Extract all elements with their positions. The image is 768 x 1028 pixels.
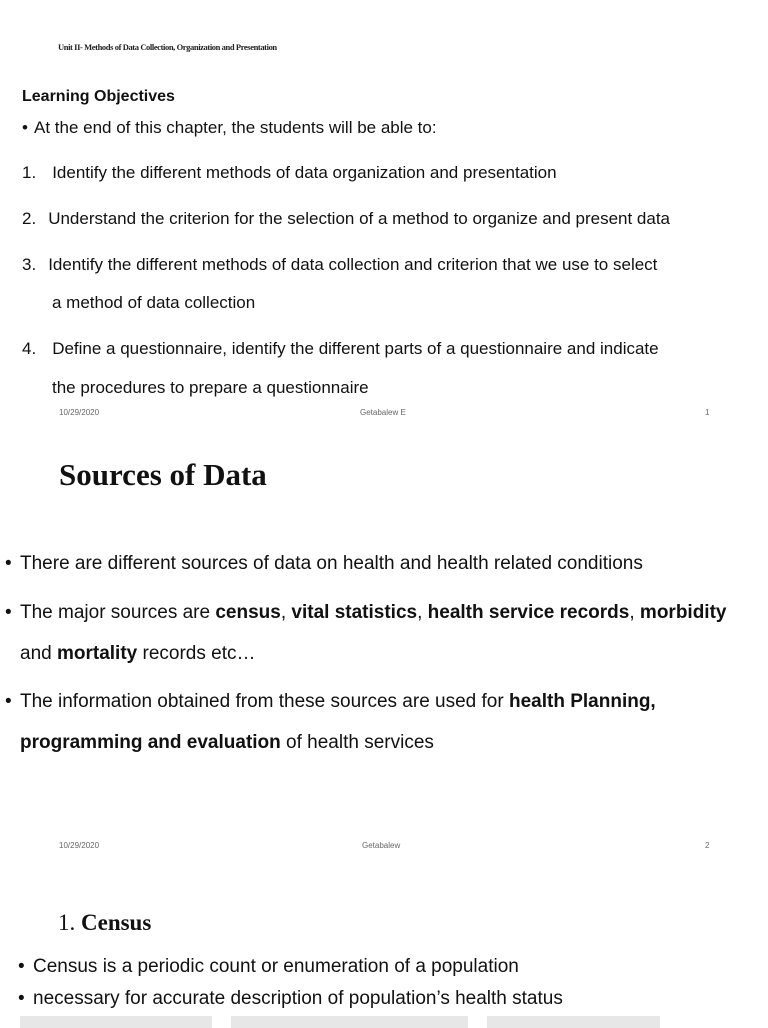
text-span: The information obtained from these sources are used for <box>20 691 509 712</box>
sources-bullet-3 <box>5 691 656 713</box>
sources-bullet-3-continued <box>20 732 434 754</box>
census-title-number: 1. <box>58 910 81 935</box>
footer-date: 10/29/2020 <box>59 408 100 417</box>
bullet-icon: • <box>18 956 25 977</box>
bullet-text: Census is a periodic count or enumeration of a population <box>33 956 519 977</box>
bullet-icon: • <box>5 602 12 623</box>
text-span: records etc… <box>137 643 256 664</box>
objective-item-3-continued: a method of data collection <box>52 293 256 312</box>
text-span: , <box>280 602 292 623</box>
bullet-icon: • <box>5 553 12 574</box>
bullet-icon: • <box>22 118 28 137</box>
intro-bullet <box>22 118 437 138</box>
bold-programming-evaluation: programming and evaluation <box>20 732 281 753</box>
objective-item-4 <box>22 339 659 359</box>
unit-title: Unit II- Methods of Data Collection, Organization and Presentation <box>58 42 277 52</box>
footer-date: 10/29/2020 <box>59 841 100 850</box>
text-span: of health services <box>280 732 434 753</box>
intro-bullet-text: At the end of this chapter, the students will be able to: <box>34 118 437 137</box>
sources-bullet-1 <box>5 553 643 575</box>
footer-author: Getabalew <box>362 841 401 850</box>
bullet-icon: • <box>18 988 25 1009</box>
footer-author: Getabalew E <box>360 408 406 417</box>
item-text: Identify the different methods of data organization and presentation <box>52 163 557 182</box>
text-span: The major sources are <box>20 602 216 623</box>
bold-health-planning: health Planning, <box>508 691 656 712</box>
objective-item-4-continued: the procedures to prepare a questionnaire <box>52 378 369 397</box>
item-number: 4. <box>22 339 37 358</box>
sources-bullet-2-continued <box>20 643 256 665</box>
bullet-text: necessary for accurate description of population’s health status <box>33 988 563 1009</box>
item-number: 2. <box>22 209 37 228</box>
bold-morbidity: morbidity <box>639 602 727 623</box>
bold-vital-statistics: vital statistics <box>291 602 418 623</box>
item-text: Define a questionnaire, identify the different parts of a questionnaire and indicate <box>52 339 659 358</box>
objective-item-1 <box>22 163 557 183</box>
bold-mortality: mortality <box>56 643 138 664</box>
footer-page-number: 2 <box>705 841 710 850</box>
footer-page-number: 1 <box>705 408 710 417</box>
census-bullet-2 <box>18 988 563 1010</box>
text-span: , <box>417 602 428 623</box>
sources-of-data-title: Sources of Data <box>59 457 267 492</box>
cropped-text-line <box>20 1016 660 1028</box>
census-title <box>58 910 151 936</box>
bold-health-service-records: health service records <box>427 602 630 623</box>
bullet-text: There are different sources of data on health and health related conditions <box>20 553 643 574</box>
sources-bullet-2 <box>5 602 726 624</box>
census-title-text: Census <box>81 910 152 935</box>
item-text: Understand the criterion for the selection of a method to organize and present data <box>48 209 671 228</box>
item-text: Identify the different methods of data collection and criterion that we use to select <box>48 255 658 274</box>
bold-census: census <box>215 602 281 623</box>
learning-objectives-heading: Learning Objectives <box>22 88 175 105</box>
item-number: 1. <box>22 163 37 182</box>
objective-item-3 <box>22 255 657 275</box>
objective-item-2 <box>22 209 670 229</box>
bullet-icon: • <box>5 691 12 712</box>
text-span: and <box>20 643 57 664</box>
item-number: 3. <box>22 255 37 274</box>
text-span: , <box>629 602 640 623</box>
census-bullet-1 <box>18 956 519 978</box>
